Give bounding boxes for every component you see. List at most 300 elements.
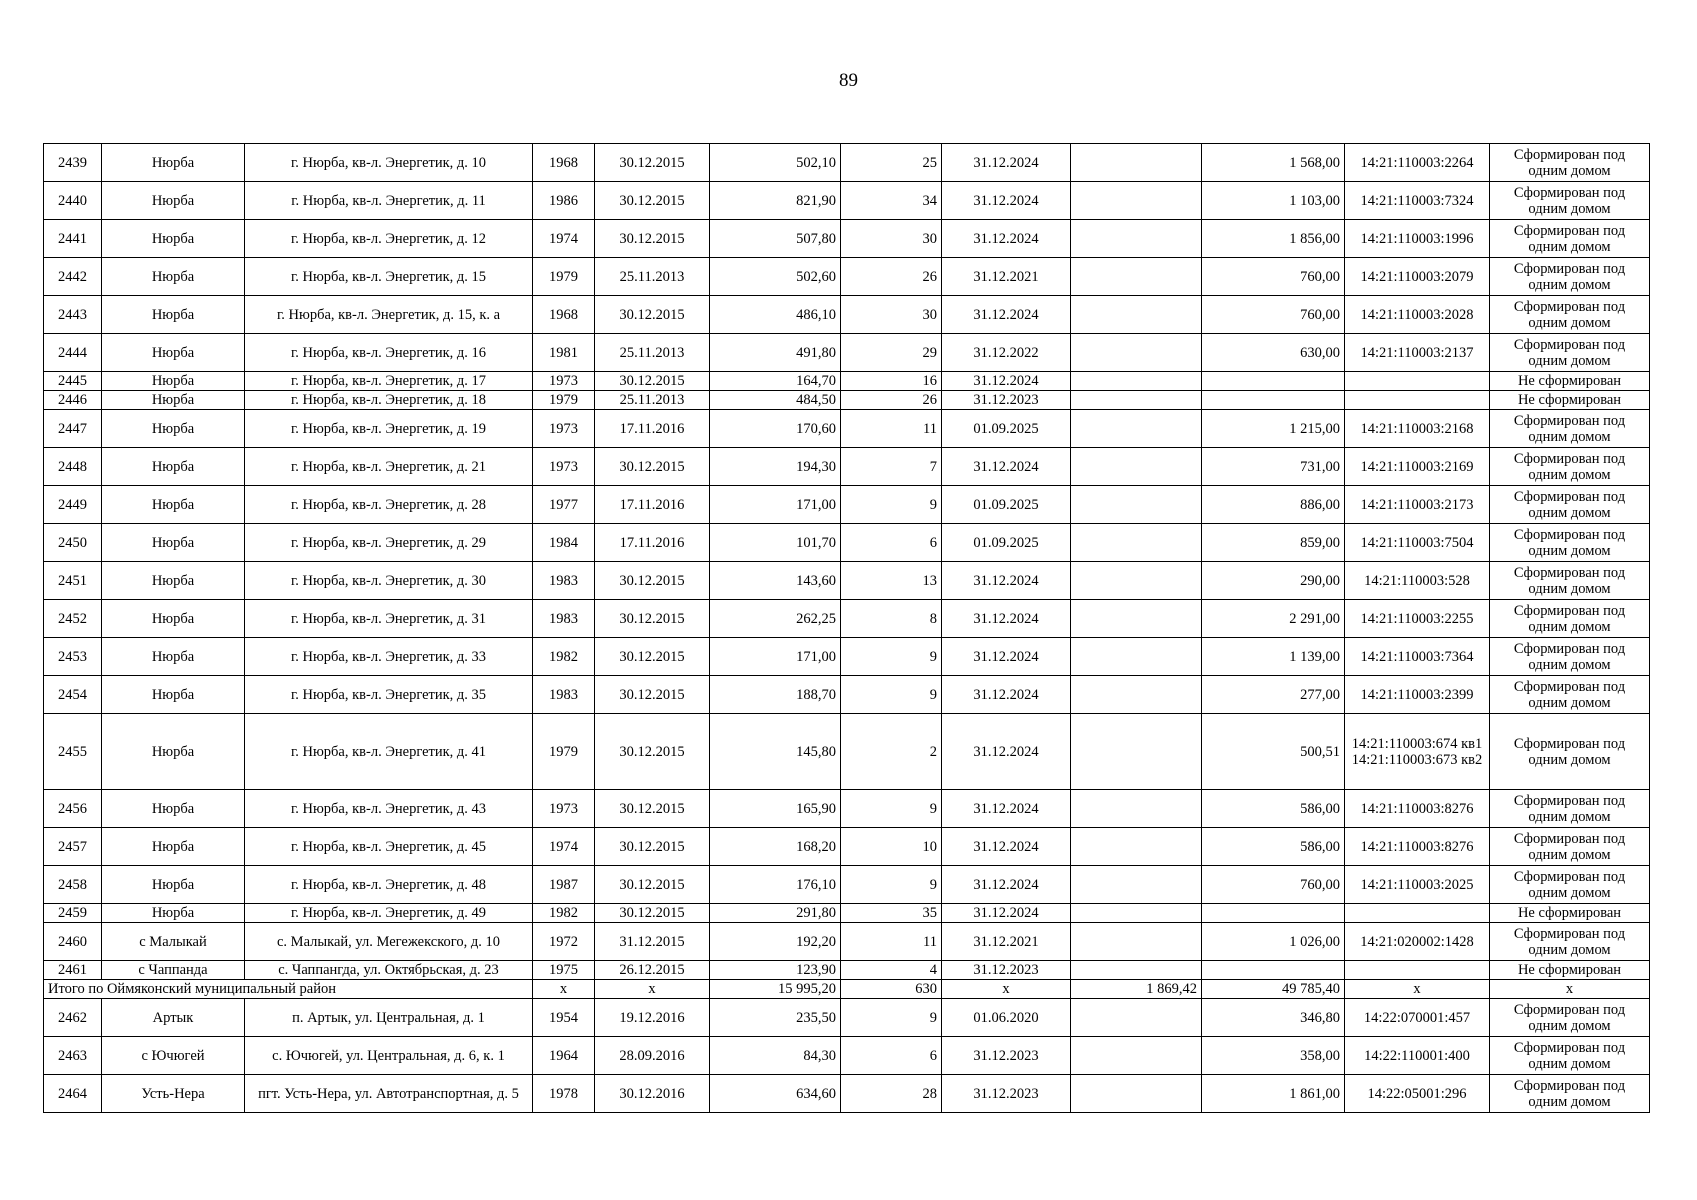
cell-address: пгт. Усть-Нера, ул. Автотранспортная, д. 5: [245, 1075, 533, 1113]
cell-residents: 9: [841, 866, 942, 904]
cell-address: г. Нюрба, кв-л. Энергетик, д. 28: [245, 486, 533, 524]
cell-build-year: 1973: [533, 410, 595, 448]
cell-col10: [1071, 1037, 1202, 1075]
cell-cadastral-number: 14:21:110003:7364: [1345, 638, 1490, 676]
cell-planned-date: 31.12.2024: [942, 220, 1071, 258]
cell-recognition-date: 30.12.2015: [595, 904, 710, 923]
cell-locality: Нюрба: [102, 714, 245, 790]
cell-land-status: Сформирован под одним домом: [1490, 638, 1650, 676]
cell-residents: 13: [841, 562, 942, 600]
cell-col10: [1071, 600, 1202, 638]
cell-row-number: 2450: [44, 524, 102, 562]
cell-land-status: Сформирован под одним домом: [1490, 486, 1650, 524]
cell-build-year: 1968: [533, 296, 595, 334]
cell-recognition-date: 17.11.2016: [595, 524, 710, 562]
cell-area: 484,50: [710, 391, 841, 410]
cell-residents: 35: [841, 904, 942, 923]
total-row-group: [44, 980, 1650, 999]
cell-build-year: 1973: [533, 790, 595, 828]
cell-cadastral-number: 14:22:070001:457: [1345, 999, 1490, 1037]
cell-address: г. Нюрба, кв-л. Энергетик, д. 15: [245, 258, 533, 296]
cell-area: 291,80: [710, 904, 841, 923]
table-row: [44, 258, 1650, 296]
cell-locality: Нюрба: [102, 866, 245, 904]
cell-planned-date: 31.12.2023: [942, 1075, 1071, 1113]
cell-area: 101,70: [710, 524, 841, 562]
cell-address: с. Чаппангда, ул. Октябрьская, д. 23: [245, 961, 533, 980]
cell-cadastral-number: [1345, 904, 1490, 923]
cell-land-area: 859,00: [1202, 524, 1345, 562]
cell-col10: [1071, 220, 1202, 258]
cell-address: г. Нюрба, кв-л. Энергетик, д. 19: [245, 410, 533, 448]
table-row: [44, 220, 1650, 258]
cell-planned-date: 31.12.2024: [942, 676, 1071, 714]
cell-locality: Нюрба: [102, 182, 245, 220]
cell-area: 502,10: [710, 144, 841, 182]
cell-land-area: [1202, 391, 1345, 410]
table-row: [44, 182, 1650, 220]
table-row: [44, 600, 1650, 638]
cell-row-number: 2454: [44, 676, 102, 714]
register-rows-second: [44, 999, 1650, 1113]
cell-planned-date: 31.12.2024: [942, 828, 1071, 866]
cell-land-status: Сформирован под одним домом: [1490, 714, 1650, 790]
cell-area: 192,20: [710, 923, 841, 961]
cell-land-status: Сформирован под одним домом: [1490, 600, 1650, 638]
total-residents: 630: [841, 980, 942, 999]
cell-planned-date: 31.12.2024: [942, 904, 1071, 923]
cell-col10: [1071, 334, 1202, 372]
total-row: [44, 980, 1650, 999]
cell-build-year: 1978: [533, 1075, 595, 1113]
cell-residents: 9: [841, 790, 942, 828]
cell-land-area: 760,00: [1202, 258, 1345, 296]
cell-row-number: 2452: [44, 600, 102, 638]
cell-planned-date: 31.12.2021: [942, 258, 1071, 296]
cell-col10: [1071, 923, 1202, 961]
cell-locality: с Чаппанда: [102, 961, 245, 980]
cell-recognition-date: 30.12.2015: [595, 638, 710, 676]
cell-row-number: 2456: [44, 790, 102, 828]
cell-col10: [1071, 1075, 1202, 1113]
cell-planned-date: 01.09.2025: [942, 410, 1071, 448]
cell-col10: [1071, 410, 1202, 448]
cell-residents: 29: [841, 334, 942, 372]
table-row: [44, 562, 1650, 600]
table-row: [44, 372, 1650, 391]
cell-col10: [1071, 486, 1202, 524]
cell-col10: [1071, 790, 1202, 828]
cell-row-number: 2451: [44, 562, 102, 600]
cell-cadastral-number: 14:21:110003:1996: [1345, 220, 1490, 258]
cell-col10: [1071, 676, 1202, 714]
cell-area: 188,70: [710, 676, 841, 714]
cell-area: 84,30: [710, 1037, 841, 1075]
cell-residents: 9: [841, 486, 942, 524]
cell-area: 171,00: [710, 486, 841, 524]
cell-land-area: 1 215,00: [1202, 410, 1345, 448]
cell-cadastral-number: 14:21:110003:2169: [1345, 448, 1490, 486]
cell-col10: [1071, 391, 1202, 410]
cell-locality: с Малыкай: [102, 923, 245, 961]
cell-row-number: 2460: [44, 923, 102, 961]
cell-planned-date: 31.12.2024: [942, 866, 1071, 904]
cell-col10: [1071, 258, 1202, 296]
cell-row-number: 2445: [44, 372, 102, 391]
cell-address: г. Нюрба, кв-л. Энергетик, д. 16: [245, 334, 533, 372]
cell-residents: 11: [841, 410, 942, 448]
cell-col10: [1071, 182, 1202, 220]
cell-build-year: 1987: [533, 866, 595, 904]
cell-recognition-date: 30.12.2015: [595, 296, 710, 334]
cell-col10: [1071, 638, 1202, 676]
cell-address: с. Ючюгей, ул. Центральная, д. 6, к. 1: [245, 1037, 533, 1075]
cell-row-number: 2462: [44, 999, 102, 1037]
cell-row-number: 2458: [44, 866, 102, 904]
cell-locality: Нюрба: [102, 144, 245, 182]
cell-row-number: 2449: [44, 486, 102, 524]
table-row: [44, 524, 1650, 562]
cell-planned-date: 31.12.2024: [942, 714, 1071, 790]
cell-land-status: Сформирован под одним домом: [1490, 1075, 1650, 1113]
cell-recognition-date: 30.12.2015: [595, 220, 710, 258]
table-row: [44, 638, 1650, 676]
cell-col10: [1071, 562, 1202, 600]
cell-col10: [1071, 999, 1202, 1037]
cell-area: 821,90: [710, 182, 841, 220]
cell-locality: Нюрба: [102, 524, 245, 562]
cell-address: г. Нюрба, кв-л. Энергетик, д. 33: [245, 638, 533, 676]
cell-area: 145,80: [710, 714, 841, 790]
cell-land-status: Не сформирован: [1490, 961, 1650, 980]
cell-build-year: 1986: [533, 182, 595, 220]
table-row: [44, 296, 1650, 334]
cell-land-status: Сформирован под одним домом: [1490, 258, 1650, 296]
cell-land-area: 2 291,00: [1202, 600, 1345, 638]
cell-land-status: Не сформирован: [1490, 391, 1650, 410]
cell-planned-date: 31.12.2024: [942, 638, 1071, 676]
table-row: [44, 828, 1650, 866]
cell-recognition-date: 31.12.2015: [595, 923, 710, 961]
cell-recognition-date: 25.11.2013: [595, 391, 710, 410]
cell-cadastral-number: [1345, 961, 1490, 980]
cell-land-area: [1202, 961, 1345, 980]
cell-planned-date: 31.12.2024: [942, 296, 1071, 334]
cell-col10: [1071, 961, 1202, 980]
cell-planned-date: 31.12.2021: [942, 923, 1071, 961]
cell-locality: Усть-Нера: [102, 1075, 245, 1113]
cell-col10: [1071, 372, 1202, 391]
cell-row-number: 2443: [44, 296, 102, 334]
cell-land-area: 346,80: [1202, 999, 1345, 1037]
cell-recognition-date: 30.12.2015: [595, 676, 710, 714]
register-rows: [44, 144, 1650, 980]
cell-address: г. Нюрба, кв-л. Энергетик, д. 10: [245, 144, 533, 182]
cell-land-status: Не сформирован: [1490, 904, 1650, 923]
cell-planned-date: 31.12.2023: [942, 961, 1071, 980]
cell-area: 168,20: [710, 828, 841, 866]
cell-address: г. Нюрба, кв-л. Энергетик, д. 21: [245, 448, 533, 486]
cell-residents: 7: [841, 448, 942, 486]
cell-land-area: 886,00: [1202, 486, 1345, 524]
total-label: Итого по Оймяконский муниципальный район: [44, 980, 533, 999]
cell-build-year: 1979: [533, 714, 595, 790]
cell-row-number: 2463: [44, 1037, 102, 1075]
total-land: 49 785,40: [1202, 980, 1345, 999]
cell-build-year: 1979: [533, 391, 595, 410]
cell-locality: Нюрба: [102, 790, 245, 828]
cell-address: г. Нюрба, кв-л. Энергетик, д. 18: [245, 391, 533, 410]
cell-address: г. Нюрба, кв-л. Энергетик, д. 11: [245, 182, 533, 220]
cell-cadastral-number: 14:21:110003:2079: [1345, 258, 1490, 296]
cell-build-year: 1964: [533, 1037, 595, 1075]
cell-residents: 11: [841, 923, 942, 961]
cell-locality: Нюрба: [102, 220, 245, 258]
cell-build-year: 1981: [533, 334, 595, 372]
cell-land-status: Сформирован под одним домом: [1490, 220, 1650, 258]
cell-build-year: 1983: [533, 562, 595, 600]
table-row: [44, 1037, 1650, 1075]
cell-planned-date: 31.12.2023: [942, 391, 1071, 410]
cell-recognition-date: 30.12.2015: [595, 828, 710, 866]
cell-residents: 6: [841, 524, 942, 562]
cell-col10: [1071, 524, 1202, 562]
cell-address: г. Нюрба, кв-л. Энергетик, д. 43: [245, 790, 533, 828]
cell-locality: Нюрба: [102, 296, 245, 334]
cell-row-number: 2446: [44, 391, 102, 410]
table-row: [44, 1075, 1650, 1113]
cell-land-area: 760,00: [1202, 866, 1345, 904]
table-row: [44, 391, 1650, 410]
cell-cadastral-number: 14:21:110003:674 кв1 14:21:110003:673 кв2: [1345, 714, 1490, 790]
cell-build-year: 1954: [533, 999, 595, 1037]
total-cadastral: х: [1345, 980, 1490, 999]
table-row: [44, 714, 1650, 790]
cell-locality: Нюрба: [102, 676, 245, 714]
cell-land-area: 1 139,00: [1202, 638, 1345, 676]
cell-build-year: 1979: [533, 258, 595, 296]
cell-land-area: 586,00: [1202, 790, 1345, 828]
cell-col10: [1071, 144, 1202, 182]
cell-land-area: 500,51: [1202, 714, 1345, 790]
cell-land-area: 586,00: [1202, 828, 1345, 866]
cell-land-area: 1 103,00: [1202, 182, 1345, 220]
cell-planned-date: 31.12.2024: [942, 600, 1071, 638]
cell-row-number: 2453: [44, 638, 102, 676]
cell-recognition-date: 30.12.2015: [595, 714, 710, 790]
housing-register-table: [43, 143, 1650, 1113]
cell-area: 262,25: [710, 600, 841, 638]
cell-row-number: 2464: [44, 1075, 102, 1113]
table-row: [44, 904, 1650, 923]
cell-locality: Нюрба: [102, 372, 245, 391]
cell-land-area: [1202, 372, 1345, 391]
table-row: [44, 486, 1650, 524]
cell-address: г. Нюрба, кв-л. Энергетик, д. 30: [245, 562, 533, 600]
cell-locality: Нюрба: [102, 904, 245, 923]
cell-build-year: 1977: [533, 486, 595, 524]
cell-recognition-date: 25.11.2013: [595, 258, 710, 296]
cell-planned-date: 31.12.2023: [942, 1037, 1071, 1075]
cell-col10: [1071, 448, 1202, 486]
cell-locality: Нюрба: [102, 562, 245, 600]
cell-build-year: 1982: [533, 638, 595, 676]
cell-land-status: Сформирован под одним домом: [1490, 144, 1650, 182]
cell-recognition-date: 30.12.2015: [595, 866, 710, 904]
cell-area: 235,50: [710, 999, 841, 1037]
cell-land-status: Сформирован под одним домом: [1490, 790, 1650, 828]
cell-cadastral-number: 14:21:110003:2264: [1345, 144, 1490, 182]
cell-recognition-date: 17.11.2016: [595, 410, 710, 448]
cell-recognition-date: 26.12.2015: [595, 961, 710, 980]
cell-cadastral-number: [1345, 372, 1490, 391]
cell-planned-date: 31.12.2024: [942, 372, 1071, 391]
table-row: [44, 790, 1650, 828]
cell-land-area: 277,00: [1202, 676, 1345, 714]
cell-cadastral-number: 14:21:110003:2168: [1345, 410, 1490, 448]
cell-land-status: Не сформирован: [1490, 372, 1650, 391]
page-number: 89: [839, 70, 858, 91]
total-status: х: [1490, 980, 1650, 999]
cell-residents: 10: [841, 828, 942, 866]
cell-area: 486,10: [710, 296, 841, 334]
cell-cadastral-number: 14:21:110003:7504: [1345, 524, 1490, 562]
cell-cadastral-number: 14:21:110003:2399: [1345, 676, 1490, 714]
cell-build-year: 1982: [533, 904, 595, 923]
cell-residents: 25: [841, 144, 942, 182]
cell-row-number: 2448: [44, 448, 102, 486]
cell-address: г. Нюрба, кв-л. Энергетик, д. 12: [245, 220, 533, 258]
cell-recognition-date: 30.12.2015: [595, 790, 710, 828]
cell-address: с. Малыкай, ул. Мегежекского, д. 10: [245, 923, 533, 961]
cell-area: 634,60: [710, 1075, 841, 1113]
cell-recognition-date: 30.12.2015: [595, 144, 710, 182]
cell-residents: 9: [841, 676, 942, 714]
cell-col10: [1071, 904, 1202, 923]
cell-build-year: 1984: [533, 524, 595, 562]
cell-locality: Нюрба: [102, 600, 245, 638]
cell-land-status: Сформирован под одним домом: [1490, 999, 1650, 1037]
cell-address: г. Нюрба, кв-л. Энергетик, д. 41: [245, 714, 533, 790]
cell-address: п. Артык, ул. Центральная, д. 1: [245, 999, 533, 1037]
cell-cadastral-number: 14:21:020002:1428: [1345, 923, 1490, 961]
table-row: [44, 334, 1650, 372]
cell-locality: Нюрба: [102, 410, 245, 448]
cell-land-area: 290,00: [1202, 562, 1345, 600]
cell-cadastral-number: 14:21:110003:2173: [1345, 486, 1490, 524]
cell-area: 507,80: [710, 220, 841, 258]
cell-locality: Нюрба: [102, 448, 245, 486]
cell-row-number: 2439: [44, 144, 102, 182]
cell-build-year: 1968: [533, 144, 595, 182]
cell-locality: Нюрба: [102, 828, 245, 866]
cell-recognition-date: 19.12.2016: [595, 999, 710, 1037]
cell-recognition-date: 25.11.2013: [595, 334, 710, 372]
cell-residents: 16: [841, 372, 942, 391]
cell-locality: Нюрба: [102, 486, 245, 524]
cell-residents: 6: [841, 1037, 942, 1075]
cell-cadastral-number: [1345, 391, 1490, 410]
cell-land-area: [1202, 904, 1345, 923]
cell-row-number: 2442: [44, 258, 102, 296]
cell-planned-date: 31.12.2024: [942, 790, 1071, 828]
total-plan: х: [942, 980, 1071, 999]
cell-land-status: Сформирован под одним домом: [1490, 923, 1650, 961]
table-row: [44, 866, 1650, 904]
cell-locality: Артык: [102, 999, 245, 1037]
cell-address: г. Нюрба, кв-л. Энергетик, д. 29: [245, 524, 533, 562]
cell-cadastral-number: 14:21:110003:2255: [1345, 600, 1490, 638]
cell-land-status: Сформирован под одним домом: [1490, 866, 1650, 904]
cell-recognition-date: 28.09.2016: [595, 1037, 710, 1075]
cell-build-year: 1983: [533, 600, 595, 638]
total-col10: 1 869,42: [1071, 980, 1202, 999]
cell-build-year: 1972: [533, 923, 595, 961]
cell-cadastral-number: 14:21:110003:7324: [1345, 182, 1490, 220]
cell-residents: 9: [841, 999, 942, 1037]
cell-recognition-date: 30.12.2015: [595, 600, 710, 638]
cell-area: 165,90: [710, 790, 841, 828]
cell-area: 164,70: [710, 372, 841, 391]
cell-residents: 2: [841, 714, 942, 790]
cell-cadastral-number: 14:21:110003:2137: [1345, 334, 1490, 372]
cell-land-area: 630,00: [1202, 334, 1345, 372]
cell-col10: [1071, 866, 1202, 904]
cell-land-area: 358,00: [1202, 1037, 1345, 1075]
cell-address: г. Нюрба, кв-л. Энергетик, д. 35: [245, 676, 533, 714]
cell-land-area: 1 856,00: [1202, 220, 1345, 258]
cell-build-year: 1974: [533, 828, 595, 866]
cell-col10: [1071, 714, 1202, 790]
cell-residents: 30: [841, 296, 942, 334]
cell-planned-date: 31.12.2024: [942, 144, 1071, 182]
cell-residents: 8: [841, 600, 942, 638]
cell-residents: 9: [841, 638, 942, 676]
cell-cadastral-number: 14:21:110003:2025: [1345, 866, 1490, 904]
cell-planned-date: 01.09.2025: [942, 524, 1071, 562]
table-row: [44, 676, 1650, 714]
cell-address: г. Нюрба, кв-л. Энергетик, д. 17: [245, 372, 533, 391]
cell-cadastral-number: 14:21:110003:2028: [1345, 296, 1490, 334]
cell-recognition-date: 30.12.2015: [595, 182, 710, 220]
cell-recognition-date: 30.12.2015: [595, 448, 710, 486]
cell-area: 502,60: [710, 258, 841, 296]
cell-area: 123,90: [710, 961, 841, 980]
cell-locality: Нюрба: [102, 638, 245, 676]
cell-land-area: 1 568,00: [1202, 144, 1345, 182]
cell-row-number: 2447: [44, 410, 102, 448]
cell-land-status: Сформирован под одним домом: [1490, 828, 1650, 866]
cell-land-area: 731,00: [1202, 448, 1345, 486]
cell-planned-date: 31.12.2024: [942, 562, 1071, 600]
cell-build-year: 1983: [533, 676, 595, 714]
table-row: [44, 448, 1650, 486]
cell-locality: с Ючюгей: [102, 1037, 245, 1075]
cell-address: г. Нюрба, кв-л. Энергетик, д. 45: [245, 828, 533, 866]
cell-planned-date: 01.09.2025: [942, 486, 1071, 524]
cell-build-year: 1973: [533, 448, 595, 486]
table-row: [44, 961, 1650, 980]
cell-area: 170,60: [710, 410, 841, 448]
cell-row-number: 2441: [44, 220, 102, 258]
cell-land-status: Сформирован под одним домом: [1490, 1037, 1650, 1075]
cell-land-status: Сформирован под одним домом: [1490, 524, 1650, 562]
cell-locality: Нюрба: [102, 391, 245, 410]
cell-area: 143,60: [710, 562, 841, 600]
cell-build-year: 1975: [533, 961, 595, 980]
table-row: [44, 999, 1650, 1037]
cell-build-year: 1974: [533, 220, 595, 258]
